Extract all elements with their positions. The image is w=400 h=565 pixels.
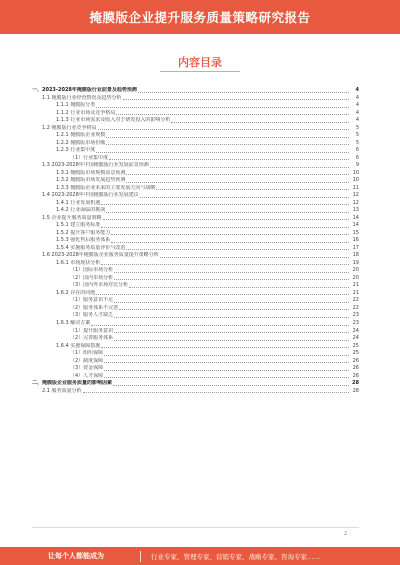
toc-leader-dots [114, 279, 349, 280]
toc-entry[interactable] [32, 222, 359, 230]
toc-entry-page: 22 [352, 304, 359, 311]
toc-entry-label: （1）组织保障 [70, 350, 104, 357]
toc-leader-dots [114, 302, 349, 303]
toc-heading-rule [160, 71, 240, 72]
toc-entry-label: 1.4.2 行业面临的挑战 [56, 207, 106, 214]
toc-entry-label: 1.5.4 实施服务质量评价与改进 [56, 244, 126, 251]
toc-leader-dots [126, 174, 349, 175]
toc-entry[interactable] [32, 155, 359, 163]
toc-leader-dots [96, 294, 349, 295]
toc-entry-page: 28 [352, 380, 359, 387]
toc-entry-label: （3）国内外市场对比分析 [70, 282, 129, 289]
toc-leader-dots [104, 370, 349, 371]
toc-entry[interactable] [32, 328, 359, 336]
toc-entry-page: 5 [355, 124, 359, 131]
toc-entry-page: 20 [352, 267, 359, 274]
toc-entry[interactable] [32, 110, 359, 118]
toc-entry-label: 1.1.3 行业市场需求及收入对于研发投入的影响分析 [56, 117, 171, 124]
toc-leader-dots [104, 362, 349, 363]
toc-entry[interactable] [32, 290, 359, 298]
toc-entry-page: 24 [352, 327, 359, 334]
toc-entry-label: 1.6.3 解决方案 [56, 320, 91, 326]
toc-leader-dots [114, 340, 349, 341]
toc-entry-label: （2）服务体系不完善 [70, 304, 119, 311]
toc-entry[interactable] [32, 132, 359, 140]
footer-divider [32, 527, 359, 528]
toc-entry-page: 6 [355, 154, 359, 161]
toc-entry-page: 28 [352, 387, 359, 394]
slogan-right: 行业专家、管理专家、营销专家、战略专家、咨询专家…… [151, 552, 320, 561]
bottom-banner [0, 547, 400, 565]
toc-leader-dots [114, 272, 349, 273]
toc-entry-label: 1.3 2023-2028年中国掩膜版行业发展前景预测 [42, 162, 149, 169]
document-page [0, 34, 400, 537]
toc-heading: 内容目录 [178, 56, 222, 69]
toc-entry[interactable] [32, 282, 359, 290]
toc-entry-label: 1.2.1 掩膜版企业规模 [56, 132, 106, 139]
toc-entry[interactable] [32, 230, 359, 238]
toc-entry-page: 23 [352, 312, 359, 319]
toc-entry[interactable] [32, 252, 359, 260]
toc-entry-page: 25 [352, 342, 359, 349]
toc-leader-dots [114, 332, 349, 333]
toc-entry[interactable] [32, 388, 359, 396]
toc-leader-dots [106, 144, 349, 145]
toc-leader-dots [126, 249, 349, 250]
toc-leader-dots [140, 197, 349, 198]
toc-entry-page: 21 [352, 289, 359, 296]
toc-leader-dots [113, 385, 349, 386]
toc-entry-label: （2）国内市场分析 [70, 274, 114, 281]
toc-entry-page: 17 [352, 244, 359, 251]
toc-leader-dots [83, 392, 349, 393]
toc-entry[interactable] [32, 170, 359, 178]
toc-entry[interactable] [32, 320, 359, 328]
toc-entry-page: 4 [355, 94, 359, 101]
toc-entry-page: 24 [352, 335, 359, 342]
toc-entry[interactable] [32, 275, 359, 283]
toc-leader-dots [109, 159, 349, 160]
toc-entry-label: 1.1.1 掩膜版分类 [56, 102, 96, 109]
toc-entry-label: 二、掩膜版企业服务质量的影响因素 [32, 380, 113, 387]
toc-entry-label: 1.4.1 行业发展机遇 [56, 199, 101, 206]
toc-entry-label: （4）人才保障 [70, 372, 104, 379]
toc-entry-label: 1.6.2 存在的问题 [56, 289, 96, 296]
toc-entry-label: 一、2023-2028年掩膜版行业前景及趋势预测 [32, 87, 137, 94]
toc-entry[interactable] [32, 140, 359, 148]
toc-entry-label: 1.2.2 掩膜版市场份额 [56, 139, 106, 146]
toc-leader-dots [103, 219, 349, 220]
toc-leader-dots [101, 227, 349, 228]
toc-entry[interactable] [32, 185, 359, 193]
toc-entry[interactable] [32, 147, 359, 155]
toc-entry[interactable] [32, 358, 359, 366]
toc-entry[interactable] [32, 207, 359, 215]
toc-leader-dots [106, 137, 349, 138]
toc-entry-label: （1）服务意识不足 [70, 297, 114, 304]
toc-leader-dots [123, 99, 349, 100]
toc-entry[interactable] [32, 312, 359, 320]
toc-entry-page: 23 [352, 320, 359, 326]
toc-entry[interactable] [32, 297, 359, 305]
toc-entry-page: 22 [352, 297, 359, 304]
toc-entry-label: 1.1.2 行业市场及竞争格局 [56, 109, 116, 116]
toc-entry-page: 4 [355, 102, 359, 109]
toc-leader-dots [96, 107, 349, 108]
toc-entry[interactable] [32, 260, 359, 268]
toc-entry-page: 14 [352, 222, 359, 229]
toc-entry[interactable] [32, 192, 359, 200]
toc-entry[interactable] [32, 335, 359, 343]
toc-entry-page: 10 [352, 169, 359, 176]
toc-entry-label: 1.6.4 实施保障措施 [56, 342, 101, 349]
toc-entry-label: 1.5.3 强化售后服务体系 [56, 237, 111, 244]
toc-entry-label: （1）提升服务意识 [70, 327, 114, 334]
toc-entry-label: 1.1 掩膜版行业经营情况及趋势分析 [42, 94, 122, 101]
toc-entry-label: （1）行业集中度 [70, 154, 109, 161]
toc-entry[interactable] [32, 87, 359, 95]
toc-leader-dots [129, 287, 349, 288]
table-of-contents [32, 87, 359, 395]
toc-entry-page: 16 [352, 237, 359, 244]
toc-entry-page: 26 [352, 357, 359, 364]
toc-leader-dots [101, 347, 349, 348]
toc-entry-page: 20 [352, 274, 359, 281]
toc-leader-dots [114, 317, 349, 318]
toc-leader-dots [101, 204, 349, 205]
toc-entry-label: 1.2 掩膜版行业竞争格局 [42, 124, 97, 131]
toc-entry[interactable] [32, 245, 359, 253]
toc-leader-dots [98, 129, 349, 130]
top-banner [0, 0, 400, 34]
toc-entry[interactable] [32, 380, 359, 388]
toc-leader-dots [156, 189, 349, 190]
toc-entry-page: 26 [352, 372, 359, 379]
toc-entry-label: 2.1 服务质量分析 [42, 387, 82, 394]
toc-leader-dots [160, 257, 349, 258]
toc-entry-label: 1.3.2 掩膜版市场发展趋势预测 [56, 177, 126, 184]
toc-leader-dots [101, 264, 349, 265]
toc-entry-page: 5 [355, 139, 359, 146]
toc-entry[interactable] [32, 177, 359, 185]
toc-entry[interactable] [32, 95, 359, 103]
toc-leader-dots [106, 212, 349, 213]
toc-entry[interactable] [32, 237, 359, 245]
toc-entry-page: 25 [352, 350, 359, 357]
toc-leader-dots [104, 355, 349, 356]
toc-entry[interactable] [32, 365, 359, 373]
toc-entry[interactable] [32, 215, 359, 223]
toc-leader-dots [171, 122, 349, 123]
toc-entry-page: 10 [352, 177, 359, 184]
toc-entry[interactable] [32, 200, 359, 208]
toc-entry-page: 4 [355, 109, 359, 116]
toc-entry-page: 6 [355, 147, 359, 154]
toc-leader-dots [126, 182, 349, 183]
toc-entry-page: 21 [352, 282, 359, 289]
toc-entry-label: 1.4 2023-2028年中国掩膜版行业发展建议 [42, 192, 139, 199]
toc-entry-page: 11 [352, 184, 359, 191]
toc-leader-dots [104, 377, 349, 378]
toc-entry-label: （1）国际市场分析 [70, 267, 114, 274]
toc-entry-label: （2）完善服务体系 [70, 335, 114, 342]
toc-entry-page: 14 [352, 214, 359, 221]
slogan-left: 让每个人都能成为 [48, 552, 104, 560]
toc-entry-page: 15 [352, 229, 359, 236]
toc-entry-label: 1.3.1 掩膜版市场规模前景预测 [56, 169, 126, 176]
toc-entry-page: 13 [352, 207, 359, 214]
page-number: 2 [344, 531, 348, 537]
toc-entry[interactable] [32, 267, 359, 275]
report-title: 掩膜版企业提升服务质量策略研究报告 [89, 10, 311, 25]
toc-leader-dots [111, 234, 349, 235]
toc-entry[interactable] [32, 305, 359, 313]
toc-entry[interactable] [32, 125, 359, 133]
toc-entry-label: 1.5.2 提升客户服务能力 [56, 229, 111, 236]
toc-entry-label: 1.3.3 掩膜版企业未来的主要发展方向与战略 [56, 184, 156, 191]
toc-entry[interactable] [32, 117, 359, 125]
toc-entry-page: 9 [355, 162, 359, 169]
toc-entry-page: 19 [352, 259, 359, 266]
slogan-separator [140, 551, 141, 562]
toc-entry-page: 26 [352, 365, 359, 372]
toc-entry[interactable] [32, 343, 359, 351]
toc-entry-label: 1.5 企业提升服务质量策略 [42, 214, 102, 221]
toc-entry[interactable] [32, 102, 359, 110]
toc-entry-page: 18 [352, 252, 359, 259]
toc-entry-page: 5 [355, 132, 359, 139]
toc-entry-label: 1.2.3 行业集中度 [56, 147, 96, 154]
toc-entry-label: （2）制度保障 [70, 357, 104, 364]
toc-entry-page: 4 [355, 117, 359, 124]
toc-leader-dots [150, 167, 349, 168]
toc-leader-dots [138, 92, 349, 93]
toc-leader-dots [111, 242, 349, 243]
toc-entry[interactable] [32, 350, 359, 358]
toc-entry-page: 12 [352, 199, 359, 206]
toc-entry[interactable] [32, 373, 359, 381]
toc-entry-label: 1.6.1 市场现状分析 [56, 259, 101, 266]
toc-entry-label: 1.5.1 建立服务标准 [56, 222, 101, 229]
toc-entry-page: 4 [355, 87, 359, 94]
toc-leader-dots [116, 114, 349, 115]
toc-entry-label: 1.6 2023-2028年掩膜版企业服务质量提升策略分析 [42, 252, 159, 259]
toc-entry[interactable] [32, 162, 359, 170]
toc-leader-dots [119, 309, 349, 310]
toc-leader-dots [91, 325, 349, 326]
toc-leader-dots [96, 152, 349, 153]
toc-entry-label: （3）资金保障 [70, 365, 104, 372]
toc-entry-label: （3）服务人才缺乏 [70, 312, 114, 319]
toc-entry-page: 12 [352, 192, 359, 199]
